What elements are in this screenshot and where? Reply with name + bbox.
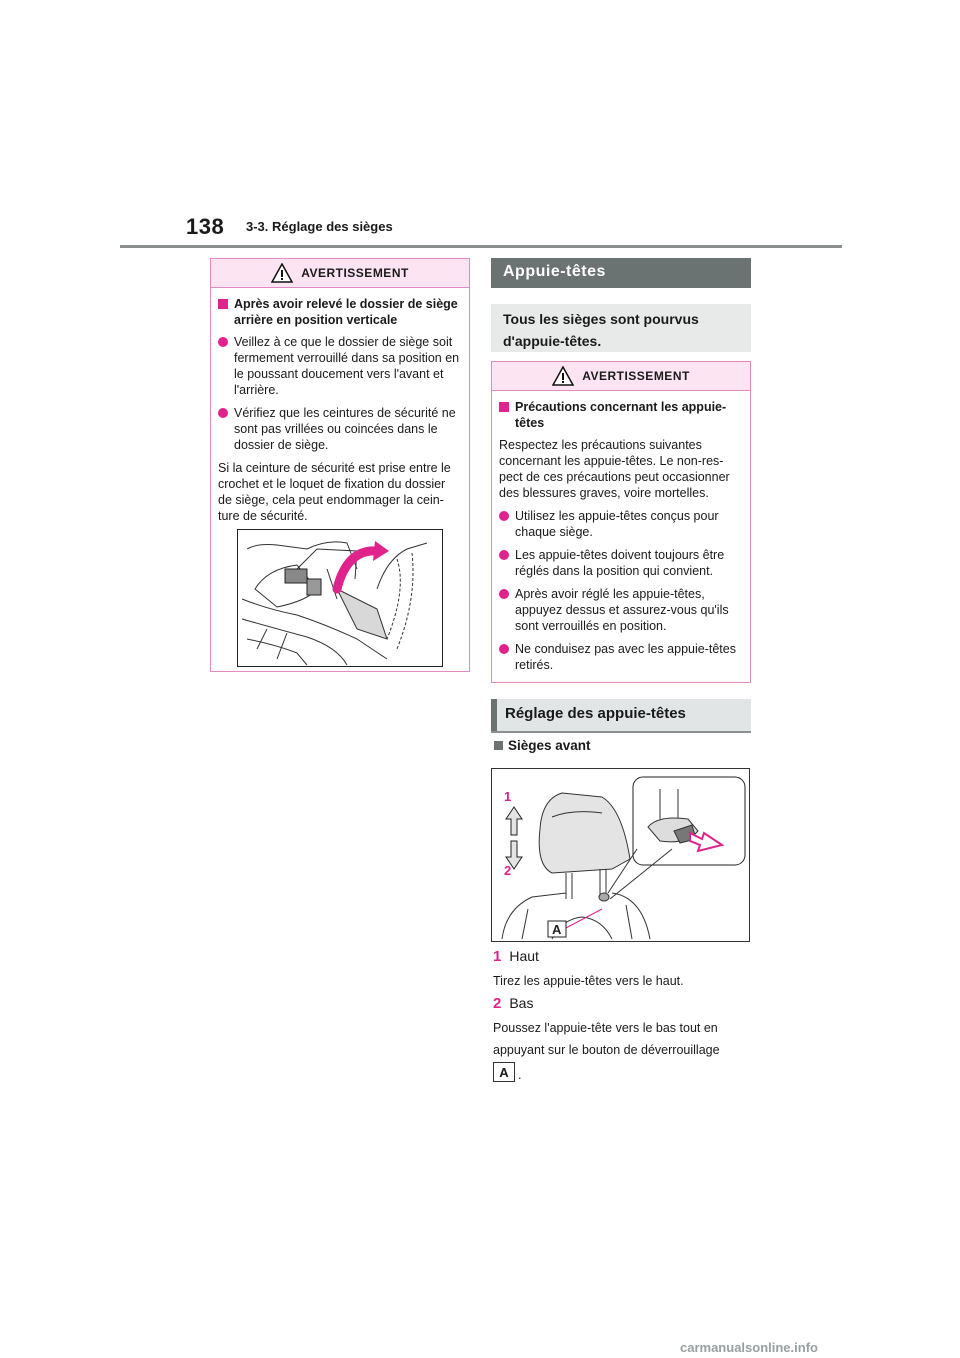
warning-paragraph: Si la ceinture de sécurité est prise entre le crochet et le loquet de fixation du dossier de siège, cela peut endommager la cein-ture de sécurité.: [218, 461, 451, 523]
warning-title: AVERTISSEMENT: [582, 369, 690, 383]
bullet-text: Les appuie-têtes doivent toujours être réglés dans la position qui convient.: [515, 548, 725, 578]
square-bullet-icon: [218, 299, 228, 309]
step-number: 2: [493, 995, 502, 1012]
bullet-text: Vérifiez que les ceintures de sécurité ne sont pas vrillées ou coincées dans le dossier de siège.: [234, 406, 456, 452]
left-warning-box: [210, 258, 470, 672]
warning-heading-item: [218, 296, 461, 328]
right-warning-box: [491, 361, 751, 683]
warning-title: AVERTISSEMENT: [301, 266, 409, 280]
bullet-dot-icon: [499, 589, 509, 599]
warning-paragraph: Respectez les précautions suivantes concernant les appuie-têtes. Le non-res-pect de ces précautions peut occasionner des blessures graves, voire mortelles.: [499, 438, 730, 500]
header-divider: [120, 245, 842, 248]
warning-heading-item: [499, 399, 742, 431]
bullet-text: Ne conduisez pas avec les appuie-têtes retirés.: [515, 642, 736, 672]
intro-line: d'appuie-têtes.: [503, 333, 602, 349]
bullet-dot-icon: [218, 337, 228, 347]
subheading-front-seats: [494, 738, 591, 753]
step-description: appuyant sur le bouton de déverrouillage: [493, 1043, 720, 1057]
square-bullet-icon: [494, 741, 503, 750]
button-reference: [493, 1062, 521, 1082]
warning-heading: Précautions concernant les appuie-têtes: [515, 400, 727, 430]
list-item: [499, 508, 742, 540]
rear-seat-illustration: [237, 529, 443, 667]
button-a-badge: A: [493, 1062, 515, 1082]
square-bullet-icon: [499, 402, 509, 412]
intro-line: Tous les sièges sont pourvus: [503, 311, 699, 327]
step-label: Bas: [509, 995, 534, 1011]
list-item: [499, 547, 742, 579]
step-down: [493, 995, 533, 1012]
page-number: 138: [186, 214, 225, 239]
warning-heading: Après avoir relevé le dossier de siège arrière en position verticale: [234, 297, 458, 327]
bullet-text: Veillez à ce que le dossier de siège soit fermement verrouillé dans sa position en le poussant doucement vers l'avant et l'arrière.: [234, 335, 460, 397]
section-title-adjust: Réglage des appuie-têtes: [491, 699, 751, 731]
section-title-headrests: Appuie-têtes: [491, 258, 751, 288]
list-item: [499, 586, 742, 634]
chapter-title: 3-3. Réglage des sièges: [246, 219, 393, 234]
list-item: [499, 641, 742, 673]
bullet-dot-icon: [499, 644, 509, 654]
subheading-text: Sièges avant: [508, 738, 591, 753]
bullet-dot-icon: [499, 550, 509, 560]
bullet-dot-icon: [499, 511, 509, 521]
footer-watermark: carmanualsonline.info: [680, 1340, 818, 1355]
reference-suffix: .: [518, 1068, 522, 1082]
figure-label-up: 1: [504, 789, 512, 804]
bullet-text: Utilisez les appuie-têtes conçus pour chaque siège.: [515, 509, 719, 539]
figure-label-down: 2: [504, 863, 512, 878]
step-label: Haut: [509, 948, 539, 964]
bullet-dot-icon: [218, 408, 228, 418]
warning-triangle-icon: [552, 366, 574, 386]
step-up: [493, 948, 539, 965]
figure-label-button: A: [552, 922, 562, 937]
warning-header: [492, 362, 750, 391]
step-description: Tirez les appuie-têtes vers le haut.: [493, 974, 684, 988]
warning-triangle-icon: [271, 263, 293, 283]
headrests-intro: [491, 304, 751, 352]
warning-header: [211, 259, 469, 288]
list-item: [218, 405, 461, 453]
section-divider: [491, 731, 751, 733]
headrest-figure: [491, 768, 750, 942]
step-number: 1: [493, 948, 502, 965]
list-item: [218, 334, 461, 398]
headrest-illustration: [492, 769, 749, 941]
step-description: Poussez l'appuie-tête vers le bas tout en: [493, 1021, 718, 1035]
bullet-text: Après avoir réglé les appuie-têtes, appuyez dessus et assurez-vous qu'ils sont verrouillés en position.: [515, 587, 729, 633]
